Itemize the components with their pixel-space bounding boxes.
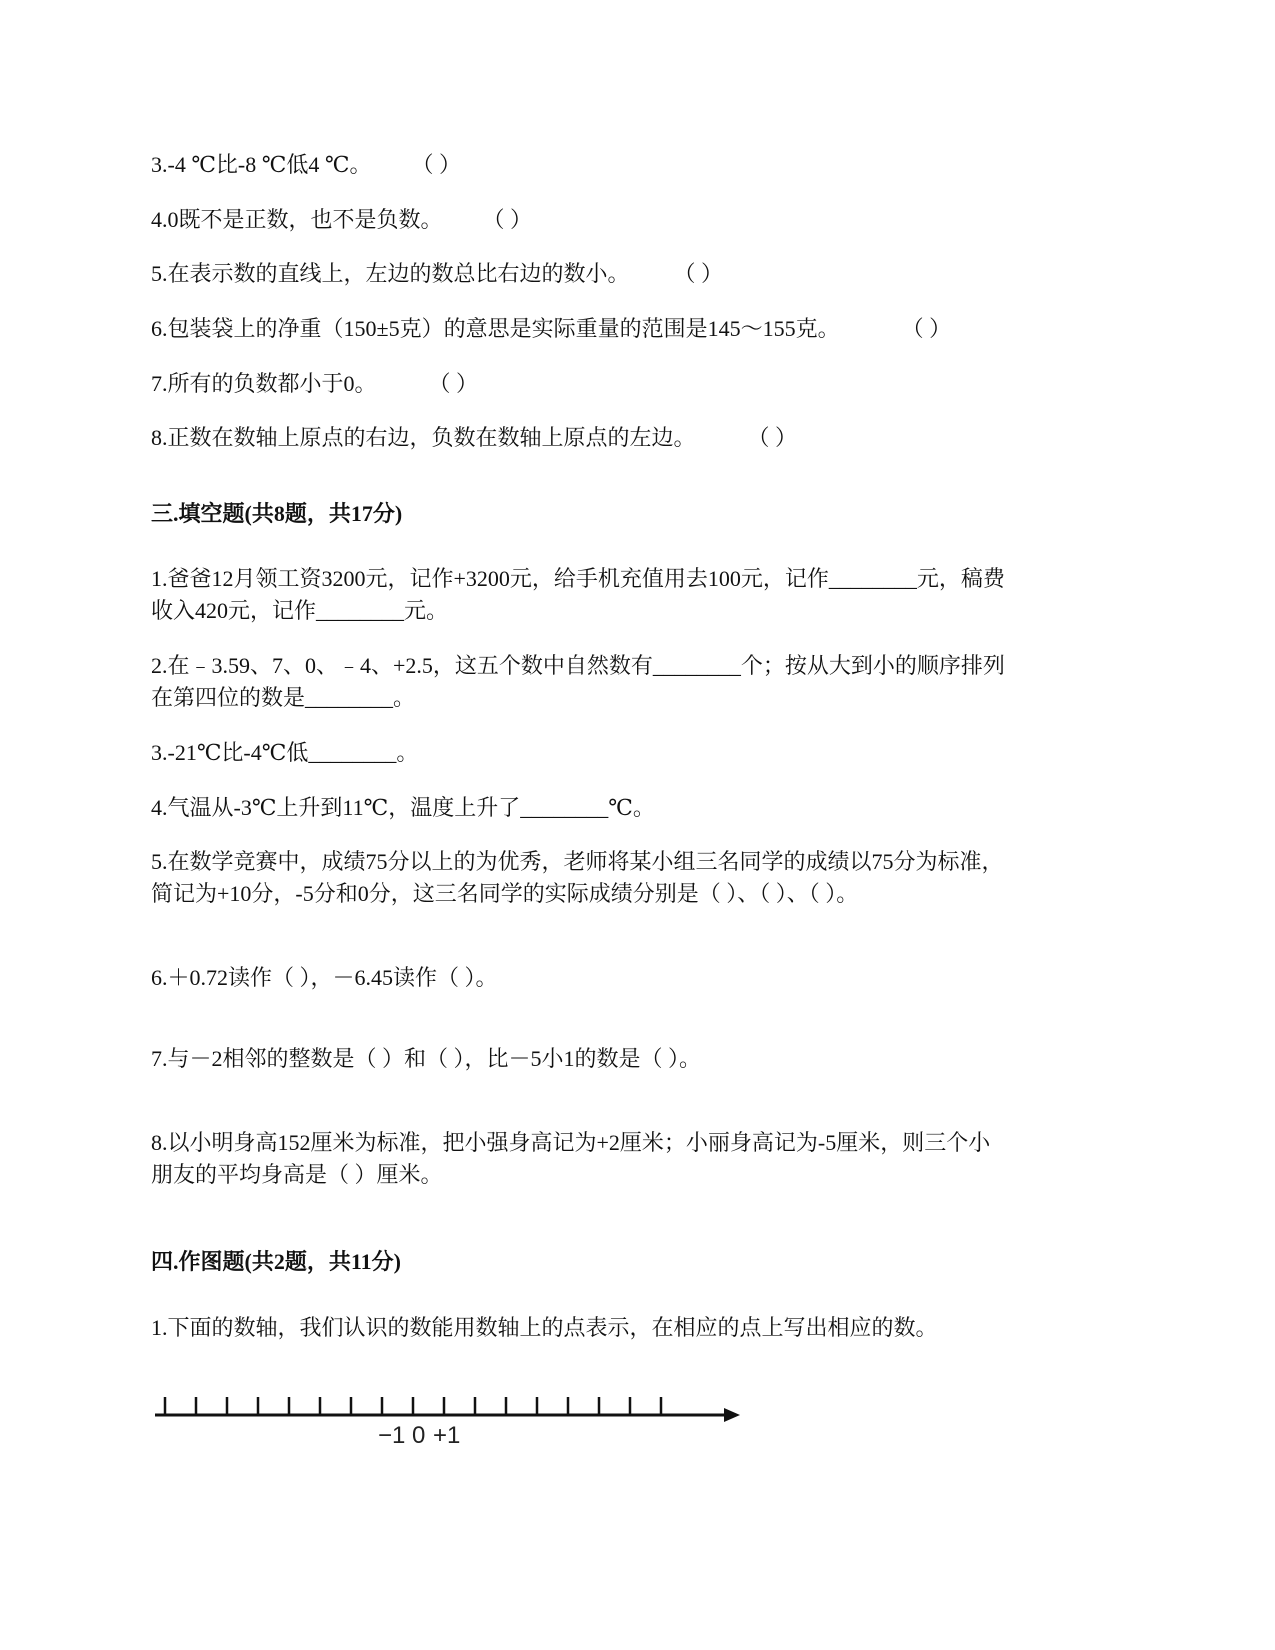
fill-item-8-line-2: 朋友的平均身高是（ ）厘米。 <box>151 1162 443 1187</box>
fill-item-5-line-1: 5.在数学竞赛中，成绩75分以上的为优秀，老师将某小组三名同学的成绩以75分为标准， <box>151 849 1004 874</box>
label-minus-1: −1 <box>378 1422 406 1449</box>
answer-paren[interactable]: （ ） <box>901 316 952 341</box>
fill-item-4: 4.气温从-3℃上升到11℃，温度上升了________℃。 <box>151 795 655 820</box>
judge-item-text: 6.包装袋上的净重（150±5克）的意思是实际重量的范围是145～155克。 <box>151 316 840 341</box>
judge-item-text: 3.-4 ℃比-8 ℃低4 ℃。 <box>151 152 372 177</box>
draw-item-1: 1.下面的数轴，我们认识的数能用数轴上的点表示，在相应的点上写出相应的数。 <box>151 1315 938 1340</box>
label-0: 0 <box>412 1422 426 1449</box>
fill-item-1-line-1: 1.爸爸12月领工资3200元，记作+3200元，给手机充值用去100元，记作________元，稿费 <box>151 566 1005 591</box>
judge-item-8 <box>151 422 797 454</box>
fill-item-3: 3.-21℃比-4℃低________。 <box>151 740 419 765</box>
fill-item-8-line-1: 8.以小明身高152厘米为标准，把小强身高记为+2厘米；小丽身高记为-5厘米，则三个小 <box>151 1130 991 1155</box>
judge-item-text: 8.正数在数轴上原点的右边，负数在数轴上原点的左边。 <box>151 425 696 450</box>
answer-paren[interactable]: （ ） <box>747 425 798 450</box>
fill-item-1-line-2: 收入420元，记作________元。 <box>151 598 449 623</box>
number-line <box>150 1370 750 1450</box>
fill-item-7: 7.与－2相邻的整数是（ ）和（ ），比－5小1的数是（ ）。 <box>151 1046 702 1071</box>
fill-item-6: 6.＋0.72读作（ ），－6.45读作（ ）。 <box>151 965 498 990</box>
answer-paren[interactable]: （ ） <box>411 152 461 177</box>
answer-paren[interactable]: （ ） <box>482 207 533 232</box>
section-4-title: 四.作图题(共2题，共11分) <box>151 1249 401 1274</box>
judge-item-6 <box>151 313 951 345</box>
answer-paren[interactable]: （ ） <box>673 261 724 286</box>
fill-item-2-line-1: 2.在﹣3.59、7、0、﹣4、+2.5，这五个数中自然数有________个；按从大到小的顺序排列 <box>151 653 1005 678</box>
judge-item-7 <box>151 368 478 400</box>
judge-item-text: 7.所有的负数都小于0。 <box>151 371 377 396</box>
judge-item-5 <box>151 258 723 290</box>
fill-item-5-line-2: 简记为+10分，-5分和0分，这三名同学的实际成绩分别是（ ）、（ ）、（ ）。 <box>151 881 859 906</box>
judge-item-text: 4.0既不是正数，也不是负数。 <box>151 207 443 232</box>
fill-item-2-line-2: 在第四位的数是________。 <box>151 685 416 710</box>
section-3-title: 三.填空题(共8题，共17分) <box>151 501 403 526</box>
label-plus-1: +1 <box>433 1422 461 1449</box>
answer-paren[interactable]: （ ） <box>428 371 479 396</box>
judge-item-4 <box>151 204 532 236</box>
judge-item-text: 5.在表示数的直线上，左边的数总比右边的数小。 <box>151 261 630 286</box>
judge-item-3 <box>151 149 461 181</box>
arrow-head-icon <box>724 1408 740 1422</box>
